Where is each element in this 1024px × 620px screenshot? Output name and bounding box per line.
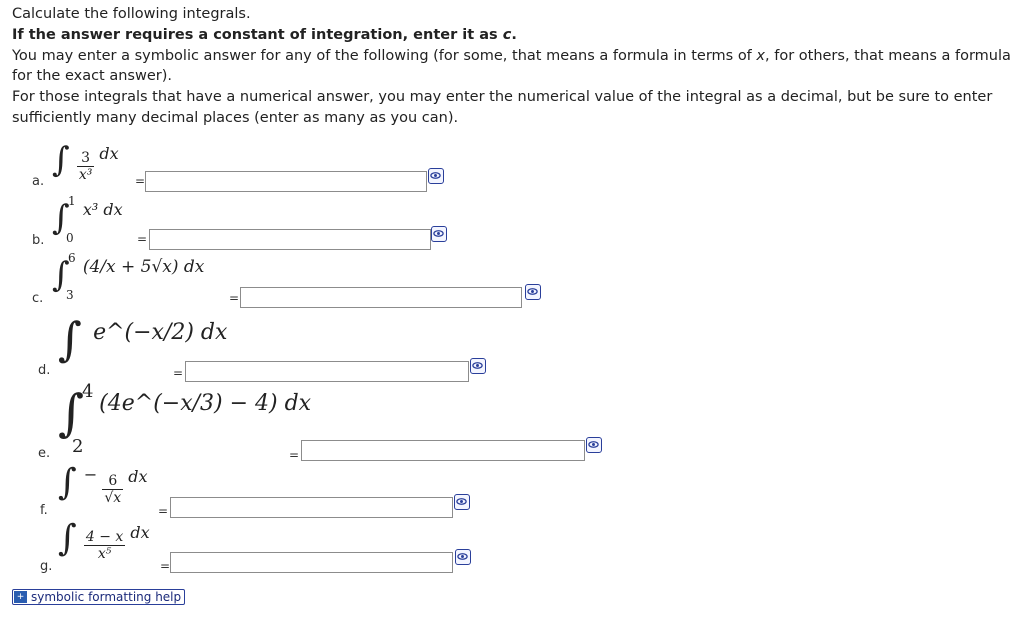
equals-sign: = — [135, 174, 146, 188]
instruction-line-2: If the answer requires a constant of integration, enter it as c. — [12, 26, 517, 43]
answer-input-g[interactable] — [170, 552, 453, 573]
eye-preview-icon — [472, 360, 483, 371]
eye-preview-icon — [588, 439, 599, 450]
answer-input-b[interactable] — [149, 229, 431, 250]
preview-button-c[interactable] — [525, 284, 541, 300]
preview-button-d[interactable] — [470, 358, 486, 374]
integral-b: ∫ 1 0 x³ dx — [52, 194, 123, 245]
integral-g: ∫ $\frac{4 - x}{\text{x⁵}}$ dx — [58, 518, 150, 562]
equals-sign: = — [289, 448, 300, 462]
equals-sign: = — [137, 232, 148, 246]
preview-button-g[interactable] — [455, 549, 471, 565]
equals-sign: = — [160, 559, 171, 573]
problem-letter: e. — [38, 446, 51, 461]
instructions — [12, 4, 1012, 129]
problem-letter: c. — [32, 291, 44, 306]
answer-input-a[interactable] — [145, 171, 427, 192]
equals-sign: = — [173, 366, 184, 380]
integral-f: ∫ − $\frac{6}{√x}$ dx — [58, 462, 148, 506]
eye-preview-icon — [430, 170, 441, 181]
eye-preview-icon — [527, 286, 538, 297]
equals-sign: = — [158, 504, 169, 518]
answer-input-c[interactable] — [240, 287, 522, 308]
preview-button-f[interactable] — [454, 494, 470, 510]
eye-preview-icon — [433, 228, 444, 239]
integral-a: ∫ $\frac{3}{\text{x³}}$ dx — [52, 140, 119, 183]
instruction-line-4: For those integrals that have a numerical answer, you may enter the numerical value of the integral as a decimal, but be sure to enter sufficiently many decimal places (enter as many as you can). — [12, 89, 993, 126]
answer-input-e[interactable] — [301, 440, 585, 461]
equals-sign: = — [229, 291, 240, 305]
problem-letter: f. — [40, 503, 48, 518]
instruction-line-1: Calculate the following integrals. — [12, 6, 251, 22]
preview-button-a[interactable] — [428, 168, 444, 184]
preview-button-b[interactable] — [431, 226, 447, 242]
answer-input-f[interactable] — [170, 497, 453, 518]
integral-c: ∫ 6 3 (4/x + 5√x) dx — [52, 251, 205, 302]
answer-input-d[interactable] — [185, 361, 469, 382]
problem-letter: b. — [32, 233, 45, 248]
eye-preview-icon — [456, 496, 467, 507]
eye-preview-icon — [457, 551, 468, 562]
symbolic-formatting-help-button[interactable] — [12, 589, 185, 605]
integral-e: ∫ 4 2 (4e^(−x/3) − 4) dx — [58, 381, 312, 457]
instruction-line-3: You may enter a symbolic answer for any of the following (for some, that means a formula in terms of x, for others, that means a formula for the exact answer). — [12, 47, 1011, 85]
problem-letter: a. — [32, 174, 45, 189]
problem-letter: g. — [40, 559, 53, 574]
preview-button-e[interactable] — [586, 437, 602, 453]
plus-help-icon: + — [14, 591, 27, 603]
integral-d: ∫ e^(−x/2) dx — [58, 312, 228, 366]
help-label: symbolic formatting help — [31, 590, 182, 604]
problem-letter: d. — [38, 363, 51, 378]
